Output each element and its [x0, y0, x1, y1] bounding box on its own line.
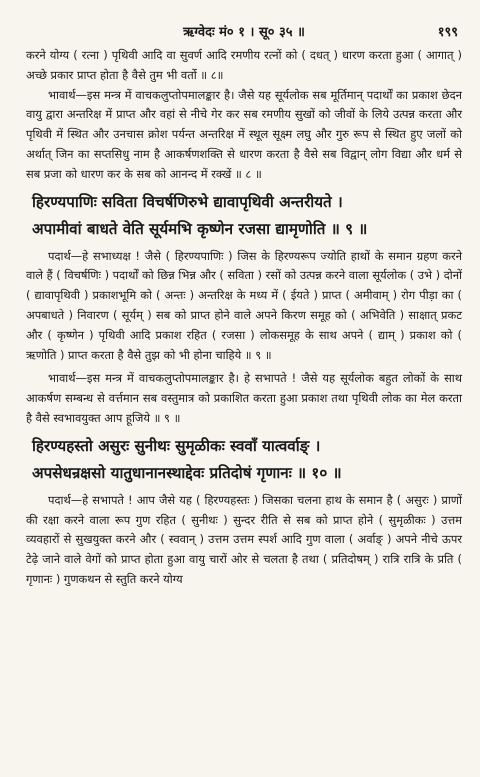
paragraph-padartha-9: पदार्थ—हे सभाध्यक्ष ! जैसे ( हिरण्यपाणिः ) जिस के हिरण्यरूप ज्योति हाथों के समान ग्रहण करने वाले हैं ( विचर्षणिः ) पदार्थों को छिन्न भिन्न और ( सविता ) रसों को उत्पन्न करने वाला सूर्यलोक ( उभे ) दोनों ( द्यावापृथिवी ) प्रकाशभूमि को ( अन्तः ) अन्तरिक्ष के मध्य में ( ईयते ) प्राप्त ( अमीवाम् ) रोग पीड़ा का ( अपबाधते ) निवारण ( सूर्यम् ) सब को प्राप्त होने वाले अपने किरण समूह को ( अभिवेति ) साक्षात् प्रकट और ( कृष्णेन ) पृथिवी आदि प्रकाश रहित ( रजसा ) लोकसमूह के साथ अपने ( द्याम् ) प्रकाश को ( ऋणोति ) प्राप्त करता है वैसे तुझ को भी होना चाहिये ॥ ९ ॥: [26, 248, 462, 362]
page-number: १९९: [437, 25, 458, 40]
paragraph-bhavartha-8: भावार्थ—इस मन्त्र में वाचकलुप्तोपमालङ्कार है। जैसे यह सूर्यलोक सब मूर्तिमान् पदार्थों का प्रकाश छेदन वायु द्वारा अन्तरिक्ष में प्राप्त और वहां से नीचे गेर कर सब रमणीय सुखों को जीवों के लिये उत्पन्न करता और पृथिवी में स्थित और उनचास क्रोश पर्यन्त अन्तरिक्ष में स्थूल सूक्ष्म लघु और गुरु रूप से स्थित हुए जलों को अर्थात् जिन का सप्तसिधु नाम है आकर्षणशक्ति से धारण करता है वैसे सब विद्वान् लोग विद्या और धर्म से सब प्रजा को धारण कर के सब को आनन्द में रक्खें ॥ ८ ॥: [26, 87, 462, 181]
running-title: ऋग्वेदः मं० १ । सू० ३५ ॥: [183, 25, 305, 40]
verse-10-line-1: हिरण्यहस्तो असुरः सुनीथः सुमृळीकः स्ववाँ यात्वर्वाङ् ।: [32, 436, 321, 455]
paragraph-bhavartha-9: भावार्थ—इस मन्त्र में वाचकलुप्तोपमालङ्कार है। हे सभापते ! जैसे यह सूर्यलोक बहुत लोकों के साथ आकर्षण सम्बन्ध से वर्त्तमान सब वस्तुमात्र को प्रकाशित करता हुआ प्रकाश तथा पृथिवी लोक का मेल करता है वैसे स्वभावयुक्त आप हूजिये ॥ ९ ॥: [26, 371, 462, 425]
verse-9-line-1: हिरण्यपाणिः सविता विचर्षणिरुभे द्यावापृथिवी अन्तरीयते ।: [32, 192, 343, 211]
verse-9-line-2: अपामीवां बाधते वेति सूर्यमभि कृष्णेन रजसा द्यामृणोति ॥ ९ ॥: [32, 219, 368, 238]
verse-10-line-2: अपसेधन्रक्षसो यातुधानानस्थाद्देवः प्रतिदोषं गृणानः ॥ १० ॥: [32, 463, 342, 482]
paragraph-continuation: करने योग्य ( रत्ना ) पृथिवी आदि वा सुवर्ण आदि रमणीय रत्नों को ( दधत् ) धारण करता हुआ ( आगात् ) अच्छे प्रकार प्राप्त होता है वैसे तुम भी वर्तो ॥ ८॥: [26, 48, 462, 82]
paragraph-padartha-10: पदार्थ—हे सभापते ! आप जैसे यह ( हिरण्यहस्तः ) जिसका चलना हाथ के समान है ( असुरः ) प्राणों की रक्षा करने वाला रूप गुण रहित ( सुनीथः ) सुन्दर रीति से सब को प्राप्त होने ( सुमृळीकः ) उत्तम व्यवहारों से सुखयुक्त करने और ( स्ववान् ) उत्तम उत्तम स्पर्श आदि गुण वाला ( अर्वाङ् ) अपने नीचे ऊपर टेढ़े जाने वाले वेगों को प्राप्त होता हुआ वायु चारों ओर से चलता है तथा ( प्रतिदोषम् ) रात्रि रात्रि के प्रति ( गृणानः ) गुणकथन से स्तुति करने योग्य: [26, 492, 462, 586]
page-header: [26, 22, 462, 46]
